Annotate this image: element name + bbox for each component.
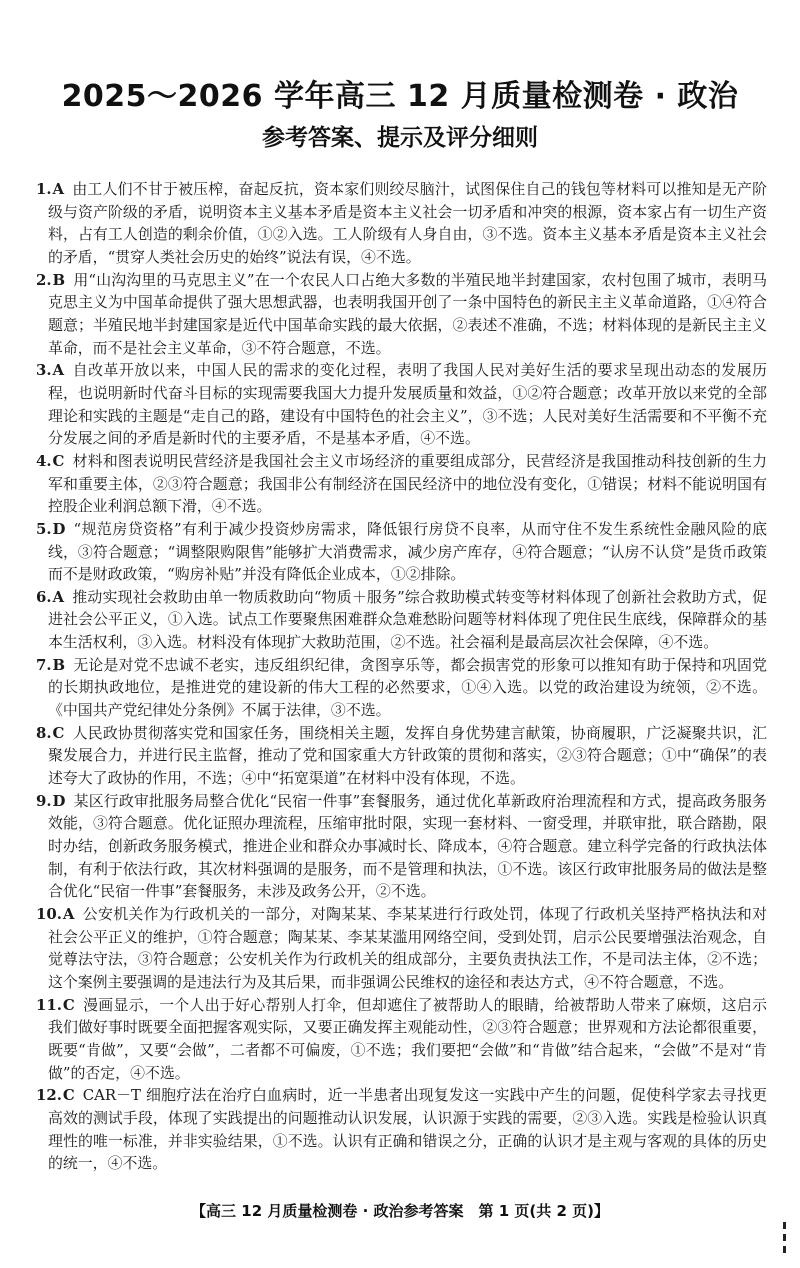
answer-item-2 [36, 269, 767, 360]
answer-item-3 [36, 359, 767, 450]
question-number: 10. [36, 905, 62, 923]
question-number: 4. [36, 451, 52, 470]
question-number: 2. [36, 270, 52, 289]
question-number: 12. [36, 1086, 62, 1105]
answer-item-11 [36, 994, 767, 1085]
answer-item-8 [36, 722, 767, 790]
question-number: 7. [36, 655, 52, 674]
answer-explanation: 公安机关作为行政机关的一部分，对陶某某、李某某进行行政处罚，体现了行政机关坚持严格执法和对社会公平正义的维护，①符合题意；陶某某、李某某滥用网络空间，受到处罚，启示公民要增强法治观念，自觉尊法守法，③符合题意；公安机关作为行政机关的组成部分，主要负责执法工作，不是司法主体，②不选；这个案例主要强调的是违法行为及其后果，而非强调公民维权的途径和表达方式，④不符合题意，不选。 [48, 905, 767, 991]
answer-explanation: 由工人们不甘于被压榨，奋起反抗，资本家们则绞尽脑汁，试图保住自己的钱包等材料可以推知是无产阶级与资产阶级的矛盾，说明资本主义基本矛盾是资本主义社会一切矛盾和冲突的根源，资本家占有一切生产资料，占有工人创造的剩余价值，①②入选。工人阶级有人身自由，③不选。资本主义基本矛盾是资本主义社会的矛盾，“贯穿人类社会历史的始终”说法有误，④不选。 [48, 180, 767, 266]
answer-item-10 [36, 903, 767, 994]
answer-choice: C [62, 1086, 75, 1105]
answer-choice: A [62, 905, 75, 923]
answer-explanation: 用“山沟沟里的马克思主义”在一个农民人口占绝大多数的半殖民地半封建国家，农村包围了城市，表明马克思主义为中国革命提供了强大思想武器，也表明我国开创了一条中国特色的新民主主义革命道路，①④符合题意；半殖民地半封建国家是近代中国革命实践的最大依据，②表述不准确，不选；材料体现的是新民主主义革命，而不是社会主义革命，③不符合题意，不选。 [48, 270, 767, 357]
answer-explanation: 漫画显示，一个人出于好心帮别人打伞，但却遮住了被帮助人的眼睛，给被帮助人带来了麻烦，这启示我们做好事时既要全面把握客观实际，又要正确发挥主观能动性，②③符合题意；世界观和方法论都很重要，既要“肯做”，又要“会做”，二者都不可偏废，①不选；我们要把“会做”和“肯做”结合起来，“会做”不是对“肯做”的否定，④不选。 [48, 995, 767, 1082]
answer-choice: C [52, 723, 65, 742]
question-number: 5. [36, 519, 52, 538]
answer-item-5 [36, 518, 767, 586]
answer-explanation: 某区行政审批服务局整合优化“民宿一件事”套餐服务，通过优化革新政府治理流程和方式，提高政务服务效能，③符合题意。优化证照办理流程，压缩审批时限，实现一套材料、一窗受理，并联审批，联合踏勘，限时办结，创新政务服务模式，推进企业和群众办事减时长、降成本，④符合题意。建立科学完备的行政执法体制，有利于依法行政，其次材料强调的是服务，而不是管理和执法，①不选。该区行政审批服务局的做法是整合优化“民宿一件事”套餐服务，未涉及政务公开，②不选。 [48, 791, 767, 901]
edge-mark [783, 1246, 786, 1253]
answer-item-4 [36, 450, 767, 518]
answer-explanation: “规范房贷资格”有利于减少投资炒房需求，降低银行房贷不良率，从而守住不发生系统性金融风险的底线，③符合题意；“调整限购限售”能够扩大消费需求，减少房产库存，④符合题意；“认房不认贷”是货币政策而不是财政政策，“购房补贴”并没有降低企业成本，①②排除。 [48, 519, 767, 584]
answer-item-1 [36, 178, 767, 269]
answer-choice: B [52, 270, 66, 289]
answer-choice: C [52, 451, 65, 470]
answer-explanation: 人民政协贯彻落实党和国家任务，围绕相关主题，发挥自身优势建言献策，协商履职，广泛凝聚共识，汇聚发展合力，并进行民主监督，推动了党和国家重大方针政策的贯彻和落实，②③符合题意；①中“确保”的表述夸大了政协的作用，不选；④中“拓宽渠道”在材料中没有体现，不选。 [48, 723, 767, 788]
question-number: 11. [36, 995, 62, 1014]
page-subtitle: 参考答案、提示及评分细则 [262, 125, 538, 151]
answer-choice: D [52, 791, 66, 810]
answer-item-7 [36, 654, 767, 722]
answer-explanation: 材料和图表说明民营经济是我国社会主义市场经济的重要组成部分，民营经济是我国推动科技创新的生力军和重要主体，②③符合题意；我国非公有制经济在国民经济中的地位没有变化，①错误；材料不能说明国有控股企业利润总额下滑，④不选。 [48, 451, 767, 516]
question-number: 1. [36, 180, 52, 198]
answer-choice: A [52, 180, 65, 198]
answer-choice: D [52, 519, 66, 538]
answer-item-6 [36, 586, 767, 654]
binding-edge-marks [783, 1222, 789, 1262]
question-number: 6. [36, 587, 52, 606]
answer-choice: A [52, 587, 65, 606]
answer-explanation: CAR－T 细胞疗法在治疗白血病时，近一半患者出现复发这一实践中产生的问题，促使科学家去寻找更高效的测试手段，体现了实践提出的问题推动认识发展，认识源于实践的需要，②③入选。实践是检验认识真理性的唯一标准，并非实验结果，①不选。认识有正确和错误之分，正确的认识才是主观与客观的具体的历史的统一，④不选。 [48, 1086, 767, 1173]
answer-item-12 [36, 1084, 767, 1175]
question-number: 8. [36, 723, 52, 742]
question-number: 3. [36, 361, 52, 380]
question-number: 9. [36, 791, 52, 810]
answer-explanation: 推动实现社会救助由单一物质救助向“物质＋服务”综合救助模式转变等材料体现了创新社会救助方式，促进社会公平正义，①入选。试点工作要聚焦困难群众急难愁盼问题等材料体现了兜住民生底线，保障群众的基本生活权利，③入选。材料没有体现扩大救助范围，②不选。社会福利是最高层次社会保障，④不选。 [48, 587, 767, 652]
answer-explanation: 无论是对党不忠诚不老实，违反组织纪律，贪图享乐等，都会损害党的形象可以推知有助于保持和巩固党的长期执政地位，是推进党的建设新的伟大工程的必然要求，①④入选。以党的政治建设为统领，②不选。《中国共产党纪律处分条例》不属于法律，③不选。 [48, 655, 767, 720]
edge-mark [783, 1234, 786, 1241]
answer-choice: B [52, 655, 66, 674]
edge-mark [783, 1222, 786, 1229]
answer-item-9 [36, 790, 767, 903]
answer-list [36, 178, 767, 1175]
answer-choice: A [52, 361, 65, 380]
answer-explanation: 自改革开放以来，中国人民的需求的变化过程，表明了我国人民对美好生活的要求呈现出动态的发展历程，也说明新时代奋斗目标的实现需要我国大力提升发展质量和效益，①②符合题意；改革开放以来党的全部理论和实践的主题是“走自己的路，建设有中国特色的社会主义”，③不选；人民对美好生活需要和不平衡不充分发展之间的矛盾是新时代的主要矛盾，不是基本矛盾，④不选。 [48, 361, 767, 448]
answer-choice: C [62, 995, 75, 1014]
page-footer: 【高三 12 月质量检测卷 · 政治参考答案 第 1 页(共 2 页)】 [191, 1202, 609, 1220]
page-title: 2025～2026 学年高三 12 月质量检测卷 · 政治 [61, 79, 739, 114]
